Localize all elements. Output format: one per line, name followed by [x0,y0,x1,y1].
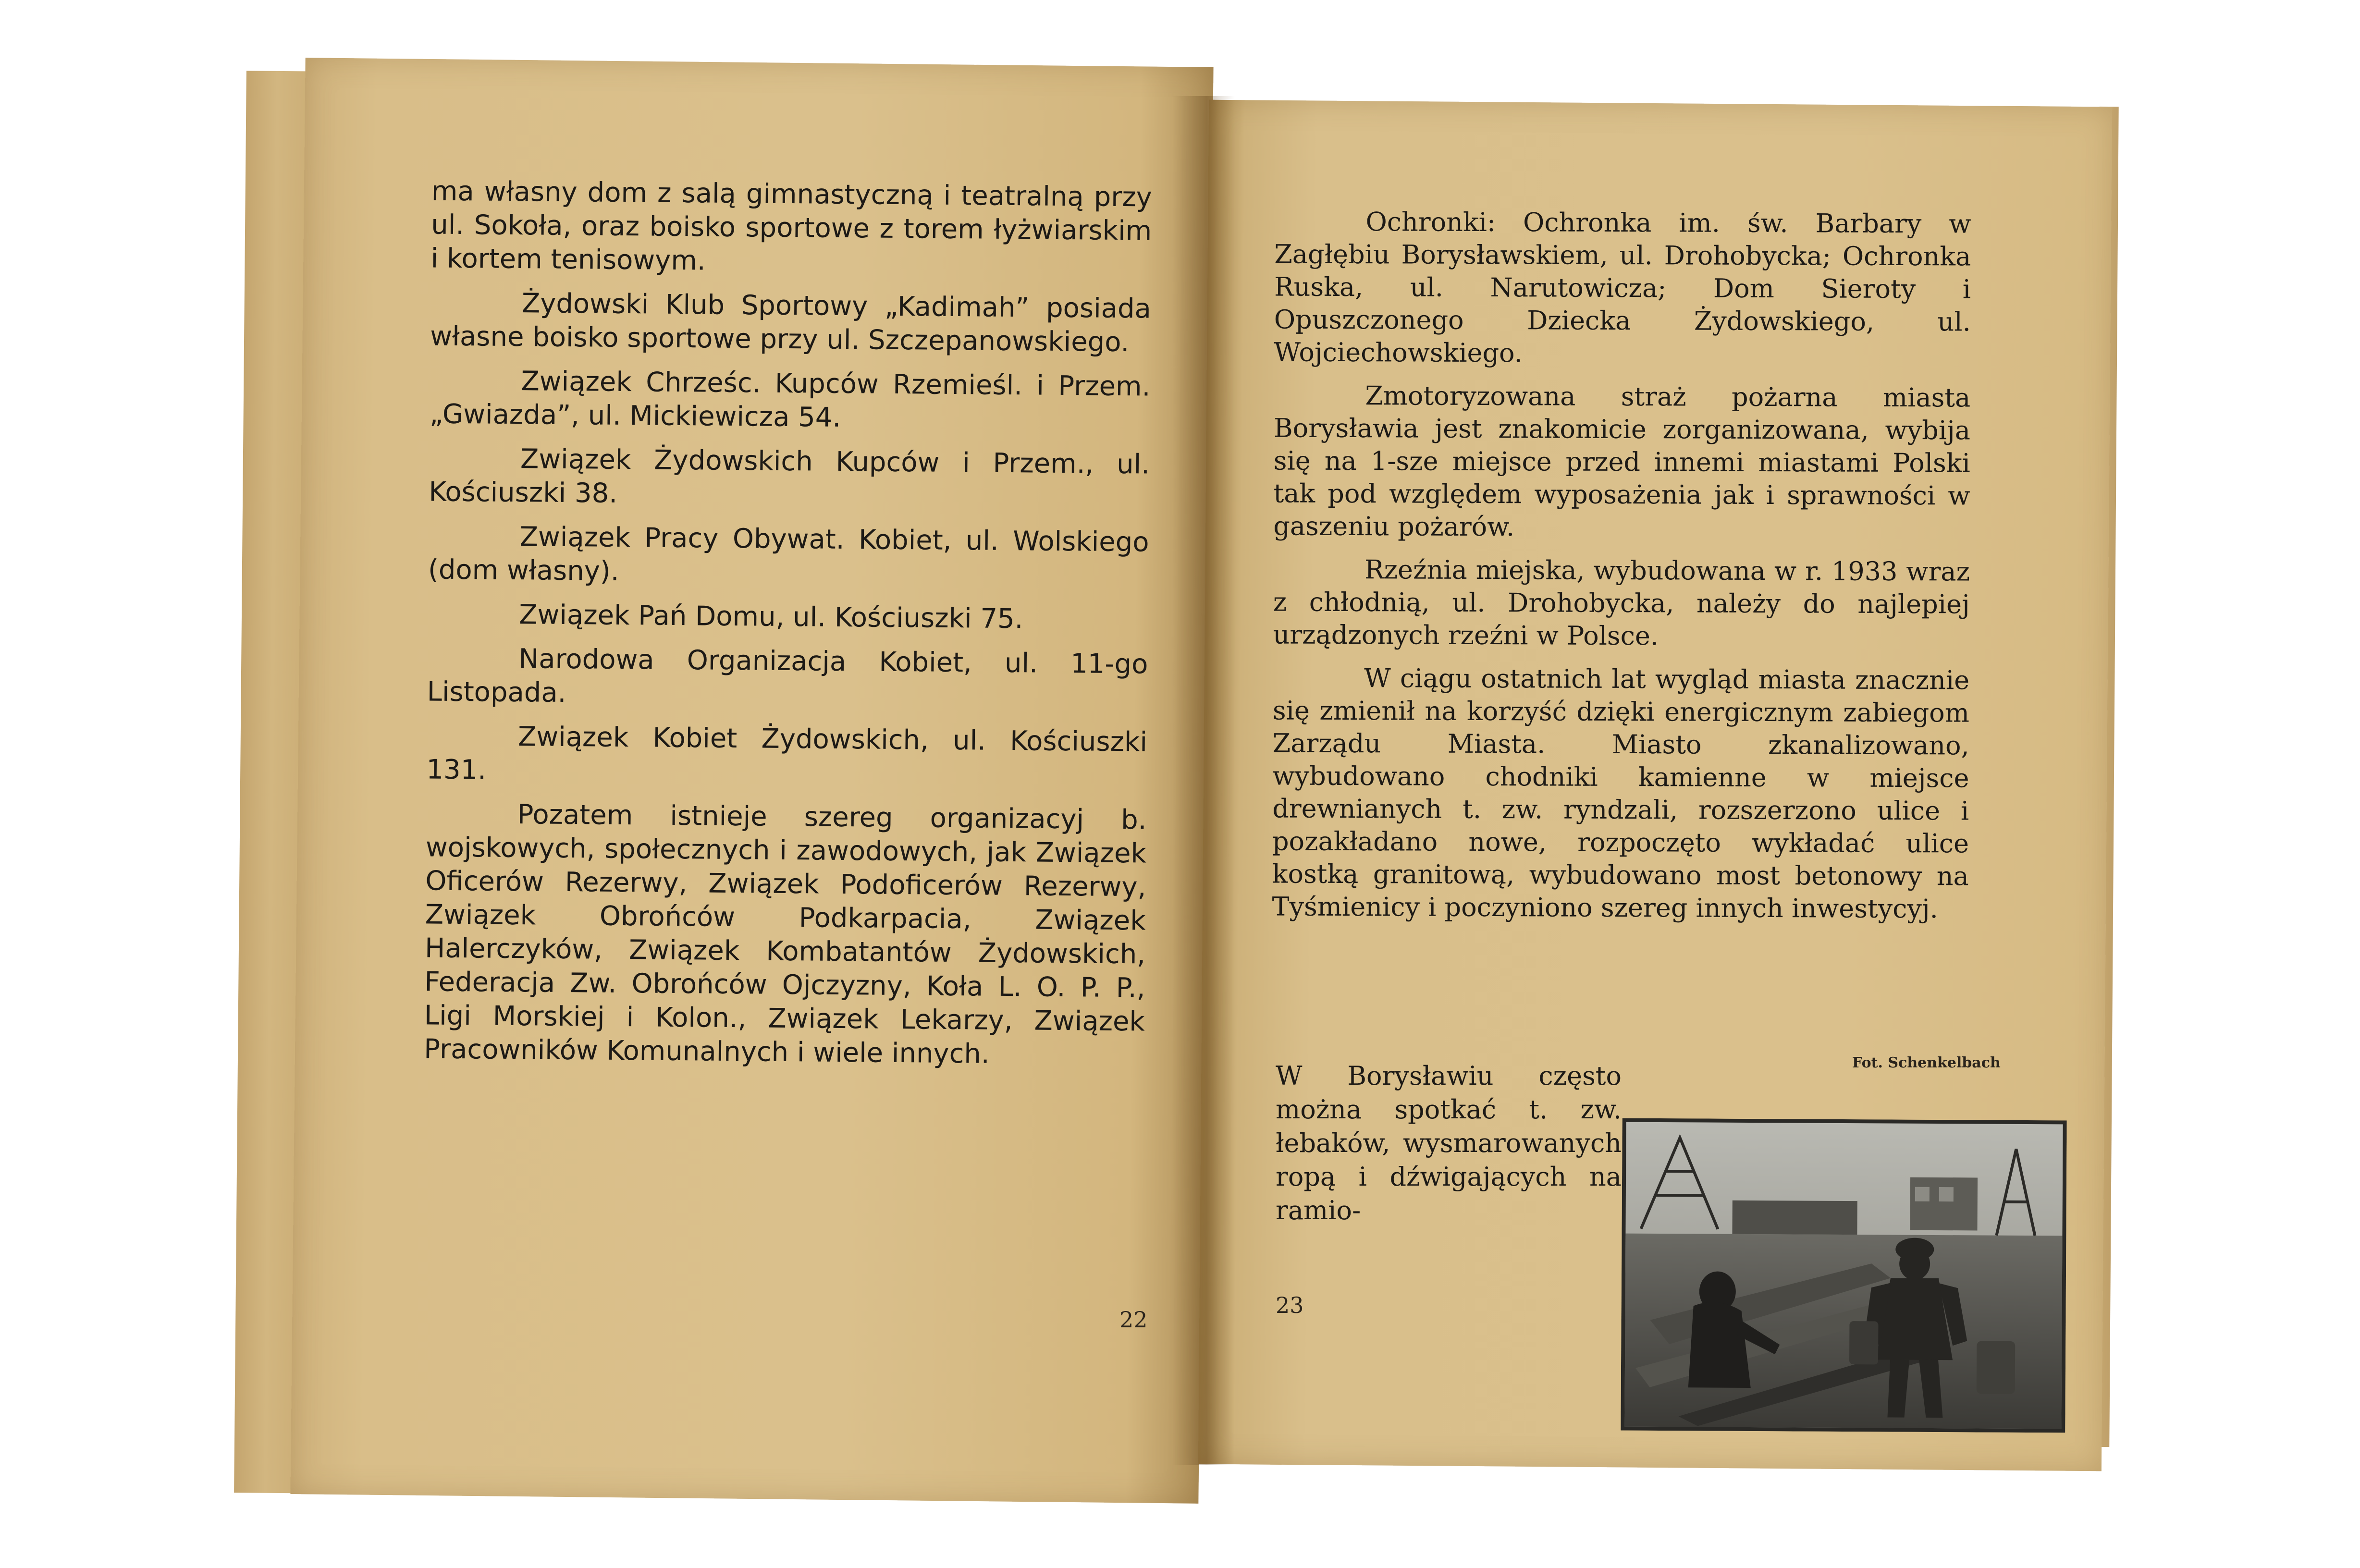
right-paragraph: Rzeźnia miejska, wybudowana w r. 1933 wraz z chłodnią, ul. Drohobycka, należy do najlepiej urządzonych rzeźni w Polsce. [1273,554,1970,651]
left-paragraph: ma własny dom z salą gimnastyczną i teatralną przy ul. Sokoła, oraz boisko sportowe z torem łyżwiarskim i kortem tenisowym. [430,175,1153,277]
right-page-number: 23 [1276,1292,1304,1318]
right-paragraph: Ochronki: Ochronka im. św. Barbary w Zagłębiu Borysławskiem, ul. Drohobycka; Ochronka Ruska, ul. Narutowicza; Dom Sieroty i Opuszczonego Dziecka Żydowskiego, ul. Wojciechowskiego. [1274,207,1971,368]
left-paragraph: Związek Pań Domu, ul. Kościuszki 75. [518,599,1023,635]
right-paragraph: W ciągu ostatnich lat wygląd miasta znacznie się zmienił na korzyść dzięki energicznym zabiegom Zarządu Miasta. Miasto zkanalizowano, wybudowano chodniki kamienne w miejsce drewnianych t. zw. ryndzali, rozszerzono ulice i pozakładano nowe, rozpoczęto wykładać ulice kostką granitową, wybudowano most betonowy na Tyśmienicy i poczyniono szereg innych inwestycyj. [1272,663,1970,924]
left-paragraph: Narodowa Organizacja Kobiet, ul. 11-go Listopada. [427,643,1148,709]
photo-caption: W Borysławiu często można spotkać t. zw. łebaków, wysmarowanych ropą i dźwigających na ramio- [1276,1061,1622,1225]
left-paragraph: Związek Chrześc. Kupców Rzemieśl. i Przem. „Gwiazda”, ul. Mickiewicza 54. [429,366,1151,433]
left-paragraph: Pozatem istnieje szereg organizacyj b. wojskowych, społecznych i zawodowych, jak Związek Oficerów Rezerwy, Związek Podoficerów Rezerwy, Związek Obrońców Podkarpacia, Związek Halerczyków, Związek Kombatantów Żydowskich, Federacja Zw. Obrońców Ojczyzny, Koła L. O. P. P., Ligi Morskiej i Kolon., Związek Lekarzy, Związek Pracowników Komunalnych i wiele innych. [424,799,1147,1070]
left-paragraph: Związek Żydowskich Kupców i Przem., ul. Kościuszki 38. [429,443,1150,509]
right-page-text [1272,205,1971,936]
left-page-number: 22 [1119,1307,1148,1333]
book-spine-shadow [1172,96,1235,1465]
left-paragraph: Żydowski Klub Sportowy „Kadimah” posiada własne boisko sportowe przy ul. Szczepanowskiego. [430,288,1152,358]
right-paragraph: Zmotoryzowana straż pożarna miasta Borysławia jest znakomicie zorganizowana, wybija się na 1-sze miejsce przed innemi miastami Polski tak pod względem wyposażenia jak i sprawności w gaszeniu pożarów. [1273,380,1971,542]
left-page-text [424,174,1152,1083]
photo-credit: Fot. Schenkelbach [1852,1054,2001,1071]
left-paragraph: Związek Pracy Obywat. Kobiet, ul. Wolskiego (dom własny). [428,521,1149,587]
left-paragraph: Związek Kobiet Żydowskich, ul. Kościuszki 131. [426,721,1148,786]
oil-workers-photo [1621,1118,2066,1433]
